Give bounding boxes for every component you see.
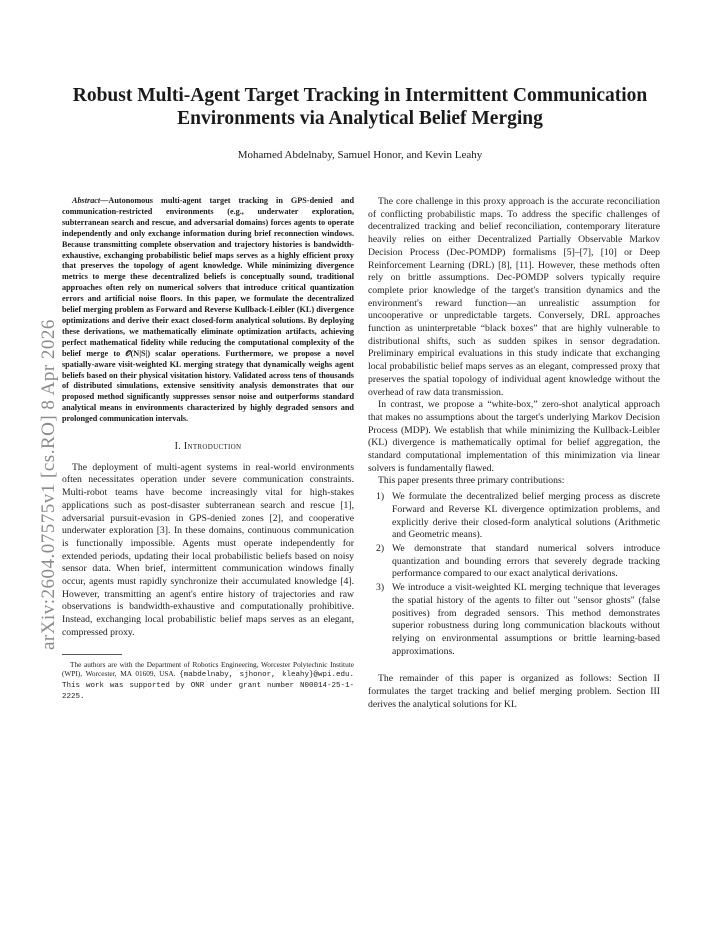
section-heading-introduction: I. Introduction <box>174 441 242 453</box>
body-paragraph-3: This paper presents three primary contributions: <box>378 475 565 487</box>
intro-paragraph: The deployment of multi-agent systems in real-world environments often necessitates operation under severe communication constraints. Multi-robot teams have become increasingly vital for high-stakes applications such as post-disaster subterranean search and rescue [1], adversarial pursuit-evasion in GPS-denied zones [2], and cooperative underwater exploration [3]. In these domains, continuous communication is functionally impossible. Agents must operate independently for extended periods, updating their local probabilistic beliefs based on noisy sensor data. When brief, intermittent communication windows finally occur, agents must rapidly synchronize their accumulated knowledge [4]. However, transmitting an agent's entire history of trajectories and raw observations is bandwidth-exhaustive and computationally prohibitive. Instead, exchanging local probabilistic belief maps serves as an elegant, compressed proxy. <box>62 461 354 638</box>
abstract-text: —Autonomous multi-agent target tracking in GPS-denied and communication-restricted environments (e.g., underwater exploration, subterranean search and rescue, and adversarial domains) forces agents to operate independently and only exchange information during brief reconnection windows. Because transmitting complete observation and trajectory histories is bandwidth-exhaustive, exchanging probabilistic belief maps serves as a highly efficient proxy that preserves the topology of agent knowledge. While minimizing divergence metrics to merge these decentralized beliefs is conceptually sound, traditional approaches often rely on numerical solvers that introduce critical quantization errors and artificial noise floors. In this paper, we formulate the decentralized belief merging problem as Forward and Reverse Kullback-Leibler (KL) divergence optimizations and derive their exact closed-form analytical solutions. By deploying these derivations, we mathematically eliminate optimization artifacts, achieving perfect mathematical fidelity while reducing the computational complexity of the belief merge to 𝒪(N|S|) scalar operations. Furthermore, we propose a novel spatially-aware visit-weighted KL merging strategy that dynamically weighs agent beliefs based on their physical visitation history. Validated across tens of thousands of distributed simulations, extensive sensitivity analysis demonstrates that our proposed method significantly suppresses sensor noise and outperforms standard analytical means in environments characterized by highly degraded sensors and prolonged communication intervals. <box>62 196 354 424</box>
body-paragraph-4: The remainder of this paper is organized as follows: Section II formulates the target tracking and belief merging problem. Section III derives the analytical solutions for KL <box>368 673 660 710</box>
list-item-text: We formulate the decentralized belief merging process as discrete Forward and Reverse KL divergence optimization problems, and explicitly derive their closed-form analytical solutions (Arithmetic and Geometric means). <box>392 491 660 541</box>
right-column <box>368 196 660 711</box>
contributions-list <box>368 491 660 658</box>
list-item-number: 2) <box>376 542 385 554</box>
body-paragraph-2: In contrast, we propose a “white-box,” zero-shot analytical approach that makes no assumptions about the target's underlying Markov Decision Process (MDP). We establish that while minimizing the Kullback-Leibler (KL) divergence is mathematically optimal for belief aggregation, the standard computational implementation of this minimization via linear solvers is fundamentally flawed. <box>368 399 660 474</box>
abstract <box>62 196 354 425</box>
body-paragraph-1: The core challenge in this proxy approach is the accurate reconciliation of conflicting probabilistic maps. To address the specific challenges of decentralized tracking and belief reconciliation, contemporary literature heavily relies on either Decentralized Partially Observable Markov Decision Process (Dec-POMDP) formalisms [5]–[7], [10] or Deep Reinforcement Learning (DRL) [8], [11]. However, these methods often rely on brittle assumptions. Dec-POMDP solvers typically require complete prior knowledge of the target's transition dynamics and the environment's reward function—an unrealistic assumption for uncooperative or unpredictable targets. Conversely, DRL approaches function as uninterpretable “black boxes” that are highly vulnerable to distributional shifts, such as sudden spikes in sensor degradation. Preliminary empirical evaluations in this study indicate that exchanging local probabilistic belief maps serves as an elegant, compressed proxy that preserves the spatial topology of individual agent knowledge without the overhead of raw data transmission. <box>368 196 660 398</box>
arxiv-stamp: arXiv:2604.07575v1 [cs.RO] 8 Apr 2026 <box>38 319 59 650</box>
footnote-affiliation <box>62 660 354 702</box>
list-item-text: We introduce a visit-weighted KL merging technique that leverages the spatial history of the agents to filter out "sensor ghosts" (false positives) from degraded sensors. This method demonstrates superior robustness during long communication blackouts without relying on environmental assumptions or brittle learning-based approximations. <box>392 582 660 657</box>
left-column <box>62 196 354 702</box>
paper-authors: Mohamed Abdelnaby, Samuel Honor, and Kevin Leahy <box>237 149 483 161</box>
list-item <box>368 491 660 542</box>
paper-title: Robust Multi-Agent Target Tracking in Intermittent Communication Environments via Analytical Belief Merging <box>72 85 648 129</box>
footnote-divider <box>62 654 122 655</box>
list-item-text: We demonstrate that standard numerical solvers introduce quantization and bounding errors that severely degrade tracking performance compared to our exact analytical derivations. <box>392 542 660 580</box>
spacer <box>368 659 660 673</box>
abstract-lead: Abstract <box>72 196 101 205</box>
list-item-number: 3) <box>376 582 385 594</box>
footnote-emails: {mabdelnaby, sjhonor, kleahy}@wpi.edu. This work was supported by ONR under grant number N00014-25-1-2225. <box>62 670 355 701</box>
list-item <box>368 543 660 581</box>
footnote-affiliation-text: The authors are with the Department of Robotics Engineering, Worcester Polytechnic Institute (WPI), Worcester, MA 01609, USA. <box>62 659 354 678</box>
list-item-number: 1) <box>376 491 385 503</box>
list-item <box>368 582 660 658</box>
